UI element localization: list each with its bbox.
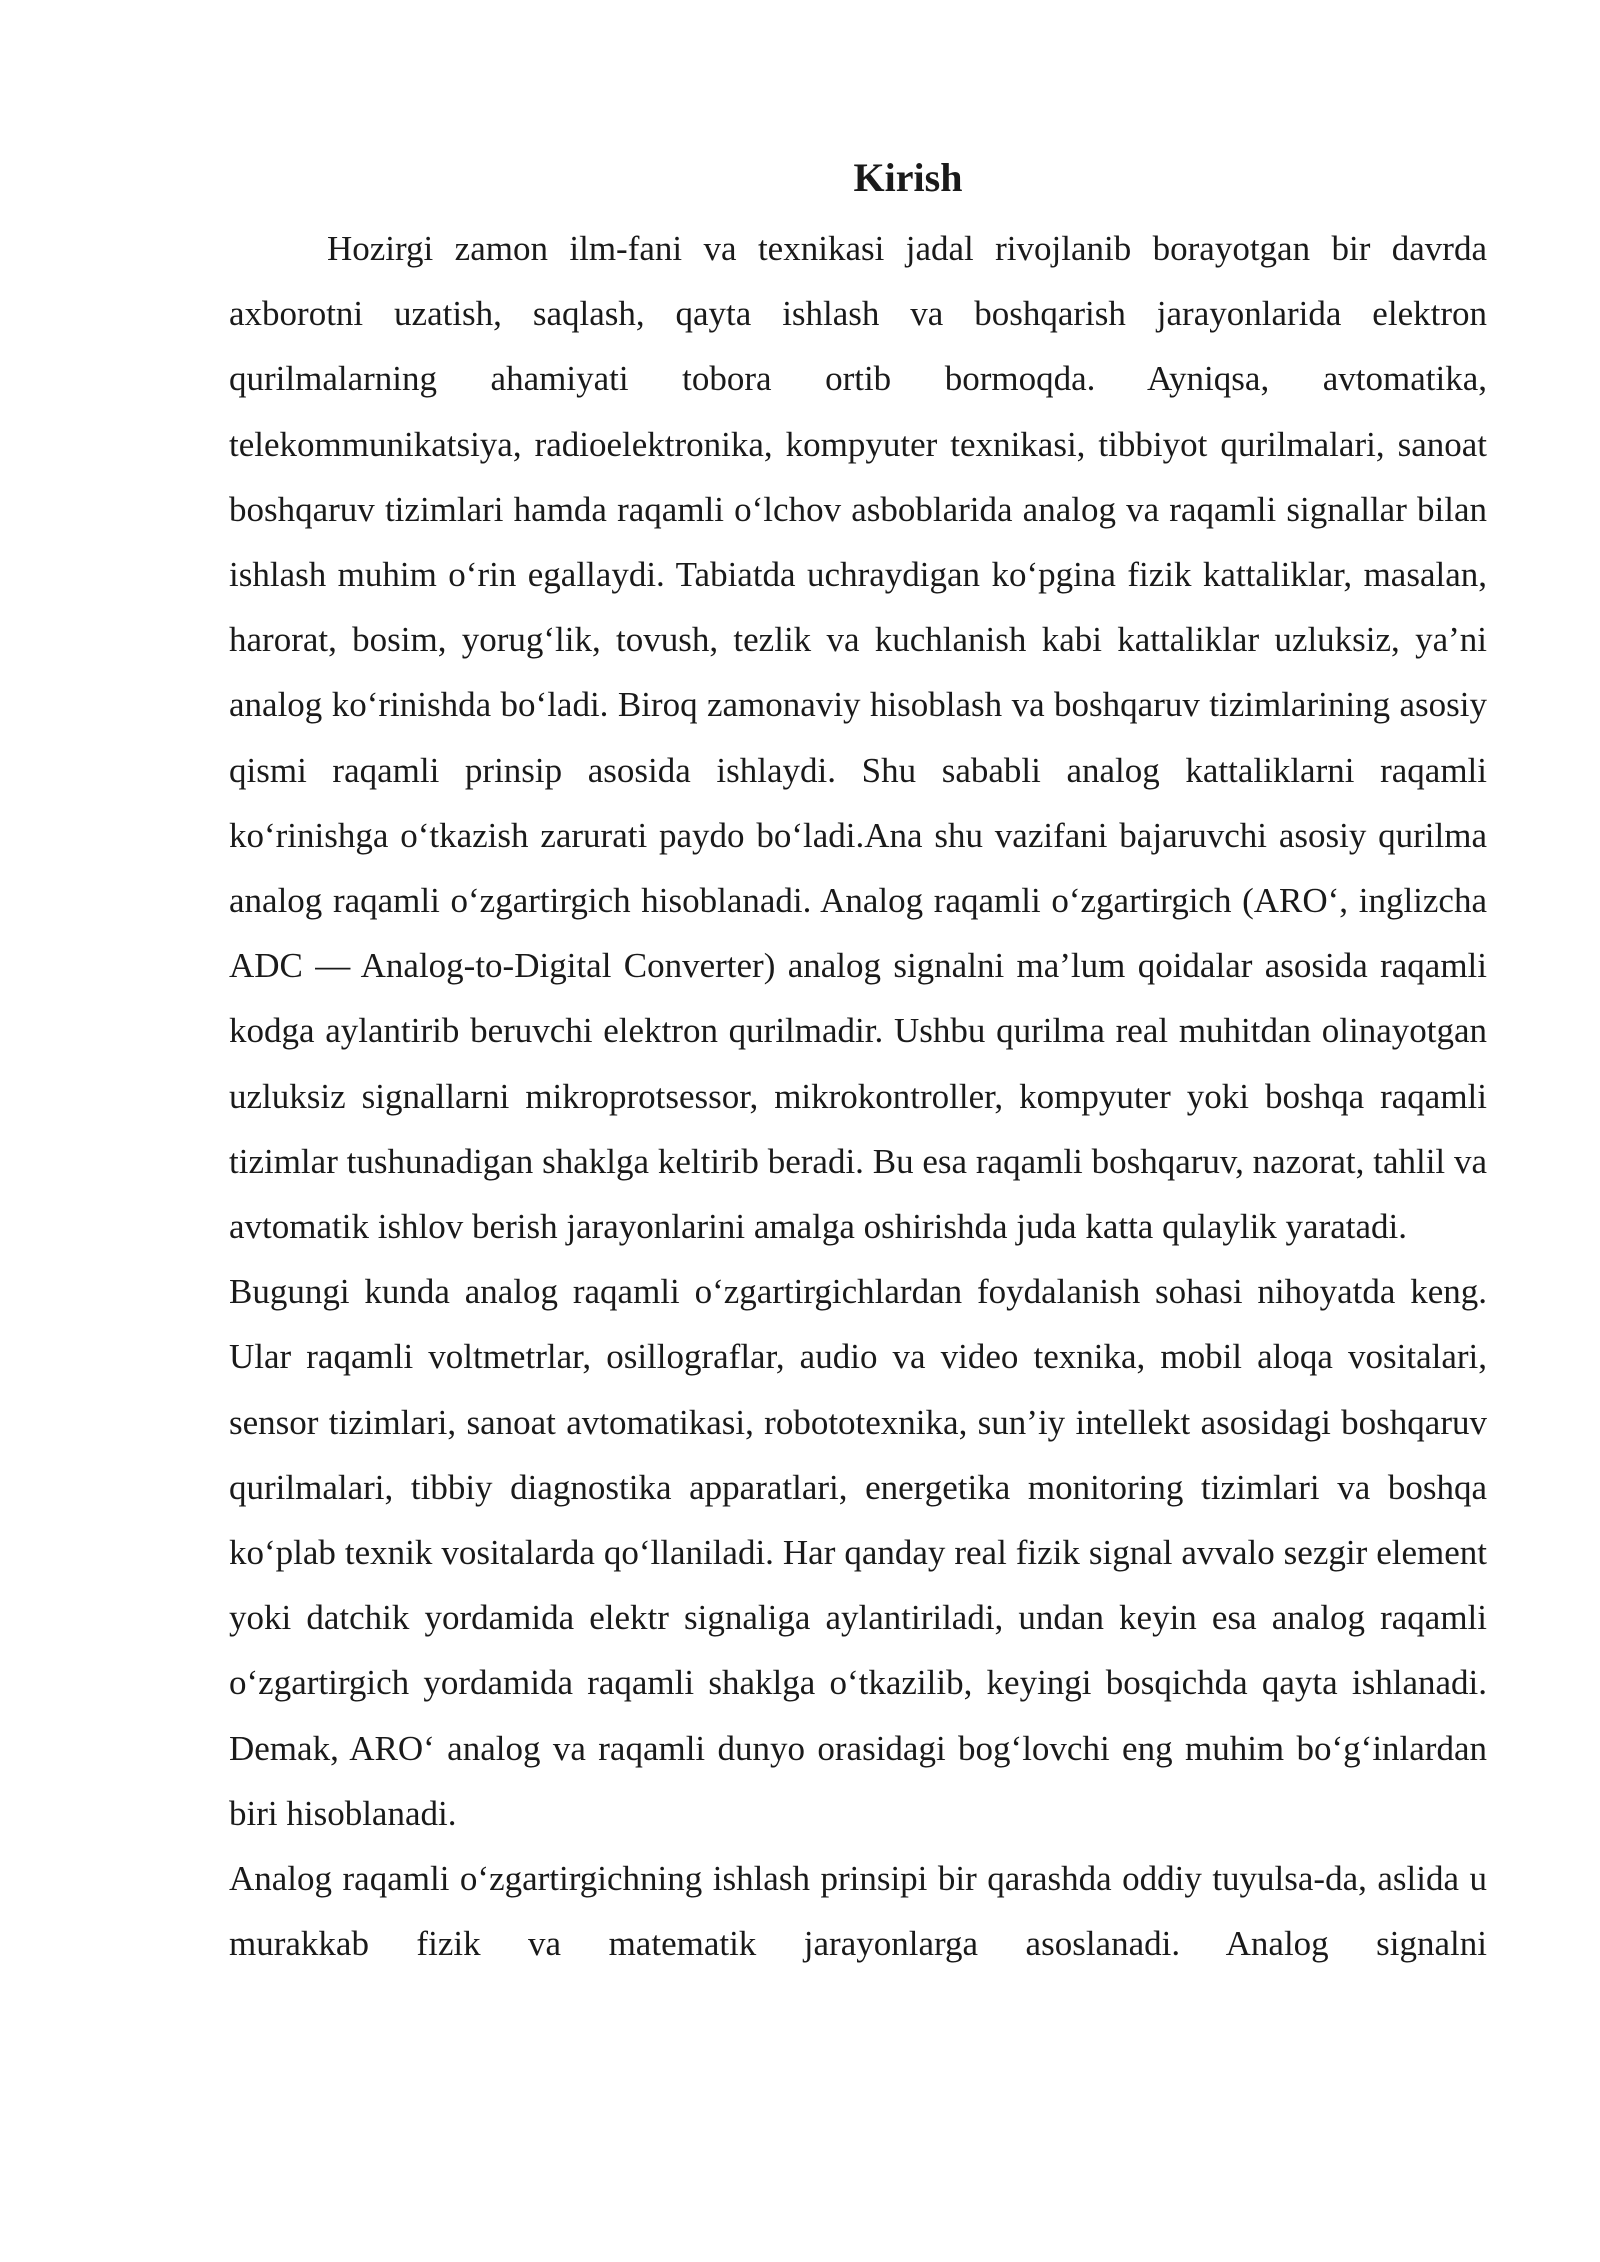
paragraph-1: Hozirgi zamon ilm-fani va texnikasi jadal rivojlanib borayotgan bir davrda axborotni uzatish, saqlash, qayta ishlash va boshqarish jarayonlarida elektron qurilmalarning ahamiyati tobora ortib bormoqda. Ayniqsa, avtomatika, telekommunikatsiya, radioelektronika, kompyuter texnikasi, tibbiyot qurilmalari, sanoat boshqaruv tizimlari hamda raqamli o‘lchov asboblarida analog va raqamli signallar bilan ishlash muhim o‘rin egallaydi. Tabiatda uchraydigan ko‘pgina fizik kattaliklar, masalan, harorat, bosim, yorug‘lik, tovush, tezlik va kuchlanish kabi kattaliklar uzluksiz, ya’ni analog ko‘rinishda bo‘ladi. Biroq zamonaviy hisoblash va boshqaruv tizimlarining asosiy qismi raqamli prinsip asosida ishlaydi. Shu sababli analog kattaliklarni raqamli ko‘rinishga o‘tkazish zarurati paydo bo‘ladi.Ana shu vazifani bajaruvchi asosiy qurilma analog raqamli o‘zgartirgich hisoblanadi. Analog raqamli o‘zgartirgich (ARO‘, inglizcha ADC — Analog-to-Digital Converter) analog signalni ma’lum qoidalar asosida raqamli kodga aylantirib beruvchi elektron qurilmadir. Ushbu qurilma real muhitdan olinayotgan uzluksiz signallarni mikroprotsessor, mikrokontroller, kompyuter yoki boshqa raqamli tizimlar tushunadigan shaklga keltirib beradi. Bu esa raqamli boshqaruv, nazorat, tahlil va avtomatik ishlov berish jarayonlarini amalga oshirishda juda katta qulaylik yaratadi. [229, 229, 1487, 1247]
document-page [229, 150, 1487, 1976]
paragraph-3: Analog raqamli o‘zgartirgichning ishlash prinsipi bir qarashda oddiy tuyulsa-da, aslida u murakkab fizik va matematik jarayonlarga asoslanadi. Analog signalni [229, 1859, 1487, 1964]
paragraph-2: Bugungi kunda analog raqamli o‘zgartirgichlardan foydalanish sohasi nihoyatda keng. Ular raqamli voltmetrlar, osillograflar, audio va video texnika, mobil aloqa vositalari, sensor tizimlari, sanoat avtomatikasi, robototexnika, sun’iy intellekt asosidagi boshqaruv qurilmalari, tibbiy diagnostika apparatlari, energetika monitoring tizimlari va boshqa ko‘plab texnik vositalarda qo‘llaniladi. Har qanday real fizik signal avvalo sezgir element yoki datchik yordamida elektr signaliga aylantiriladi, undan keyin esa analog raqamli o‘zgartirgich yordamida raqamli shaklga o‘tkazilib, keyingi bosqichda qayta ishlanadi. Demak, ARO‘ analog va raqamli dunyo orasidagi bog‘lovchi eng muhim bo‘g‘inlardan biri hisoblanadi. [229, 1272, 1487, 1833]
document-title: Kirish [853, 155, 963, 200]
